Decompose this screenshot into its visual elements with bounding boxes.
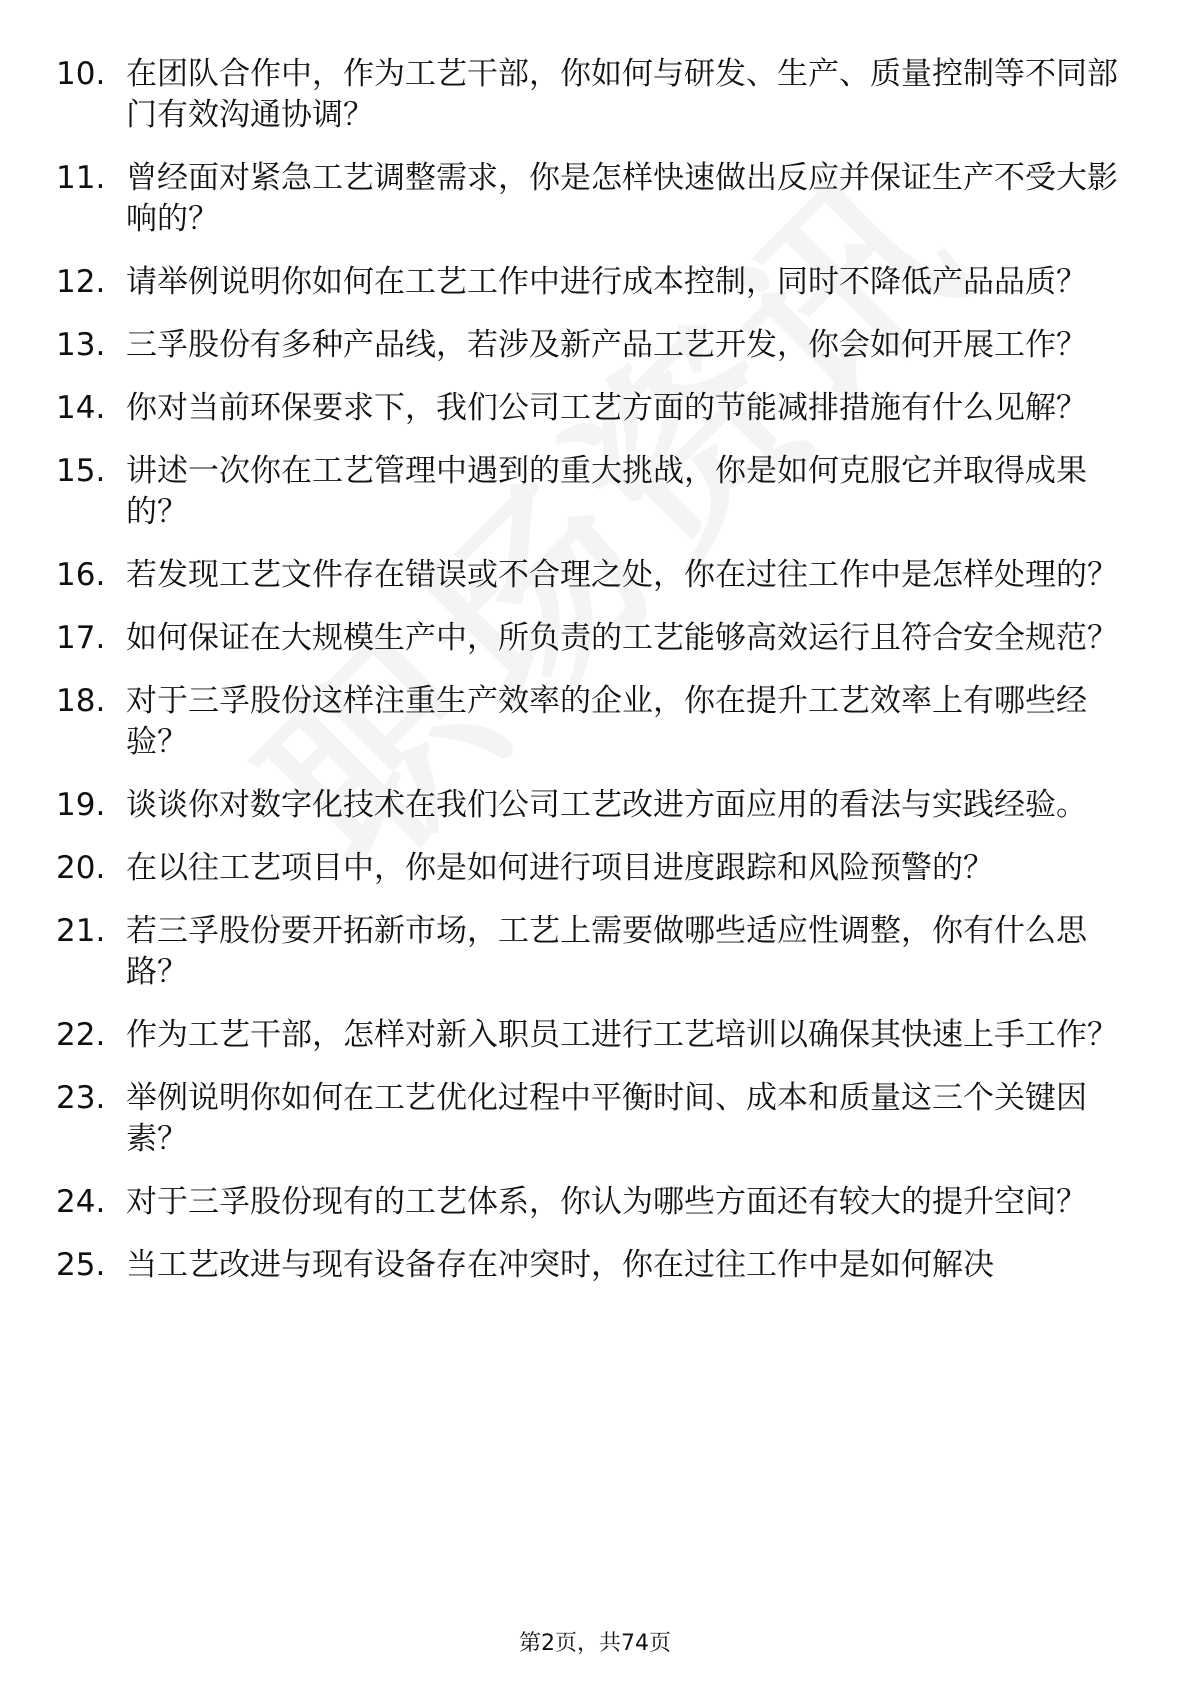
item-text: 请举例说明你如何在工艺工作中进行成本控制，同时不降低产品品质？ <box>126 264 1087 300</box>
item-number: 10. <box>56 56 106 92</box>
item-number: 17. <box>56 620 106 656</box>
list-item <box>56 1182 1136 1223</box>
item-text: 曾经面对紧急工艺调整需求，你是怎样快速做出反应并保证生产不受大影响的？ <box>126 160 1118 237</box>
list-item <box>56 451 1136 533</box>
list-item <box>56 618 1136 659</box>
item-text: 若三孚股份要开拓新市场，工艺上需要做哪些适应性调整，你有什么思路？ <box>126 913 1087 990</box>
item-number: 20. <box>56 850 106 886</box>
list-item <box>56 325 1136 366</box>
list-item <box>56 54 1136 136</box>
item-text: 对于三孚股份这样注重生产效率的企业，你在提升工艺效率上有哪些经验？ <box>126 683 1087 760</box>
list-item <box>56 262 1136 303</box>
item-number: 22. <box>56 1017 106 1053</box>
item-number: 14. <box>56 390 106 426</box>
list-item <box>56 555 1136 596</box>
item-number: 16. <box>56 557 106 593</box>
item-number: 25. <box>56 1247 106 1283</box>
item-number: 15. <box>56 453 106 489</box>
list-item <box>56 848 1136 889</box>
item-text: 对于三孚股份现有的工艺体系，你认为哪些方面还有较大的提升空间？ <box>126 1184 1087 1220</box>
item-text: 举例说明你如何在工艺优化过程中平衡时间、成本和质量这三个关键因素？ <box>126 1080 1087 1157</box>
item-number: 23. <box>56 1080 106 1116</box>
list-item <box>56 1078 1136 1160</box>
item-number: 13. <box>56 327 106 363</box>
item-text: 如何保证在大规模生产中，所负责的工艺能够高效运行且符合安全规范？ <box>126 620 1118 656</box>
list-item <box>56 1245 1136 1286</box>
list-item <box>56 158 1136 240</box>
question-list <box>56 54 1136 1308</box>
item-text: 在以往工艺项目中，你是如何进行项目进度跟踪和风险预警的？ <box>126 850 994 886</box>
item-text: 讲述一次你在工艺管理中遇到的重大挑战，你是如何克服它并取得成果的？ <box>126 453 1087 530</box>
item-number: 19. <box>56 787 106 823</box>
list-item <box>56 388 1136 429</box>
item-text: 作为工艺干部，怎样对新入职员工进行工艺培训以确保其快速上手工作？ <box>126 1017 1118 1053</box>
item-text: 你对当前环保要求下，我们公司工艺方面的节能减排措施有什么见解？ <box>126 390 1087 426</box>
item-number: 21. <box>56 913 106 949</box>
item-text: 在团队合作中，作为工艺干部，你如何与研发、生产、质量控制等不同部门有效沟通协调？ <box>126 56 1118 133</box>
item-number: 18. <box>56 683 106 719</box>
item-number: 12. <box>56 264 106 300</box>
list-item <box>56 1015 1136 1056</box>
item-number: 11. <box>56 160 106 196</box>
item-text: 三孚股份有多种产品线，若涉及新产品工艺开发，你会如何开展工作？ <box>126 327 1087 363</box>
page-number: 第2页，共74页 <box>519 1631 671 1656</box>
item-number: 24. <box>56 1184 106 1220</box>
item-text: 谈谈你对数字化技术在我们公司工艺改进方面应用的看法与实践经验。 <box>126 787 1087 823</box>
item-text: 当工艺改进与现有设备存在冲突时，你在过往工作中是如何解决 <box>126 1247 994 1283</box>
item-text: 若发现工艺文件存在错误或不合理之处，你在过往工作中是怎样处理的？ <box>126 557 1118 593</box>
list-item <box>56 681 1136 763</box>
list-item <box>56 911 1136 993</box>
list-item <box>56 785 1136 826</box>
